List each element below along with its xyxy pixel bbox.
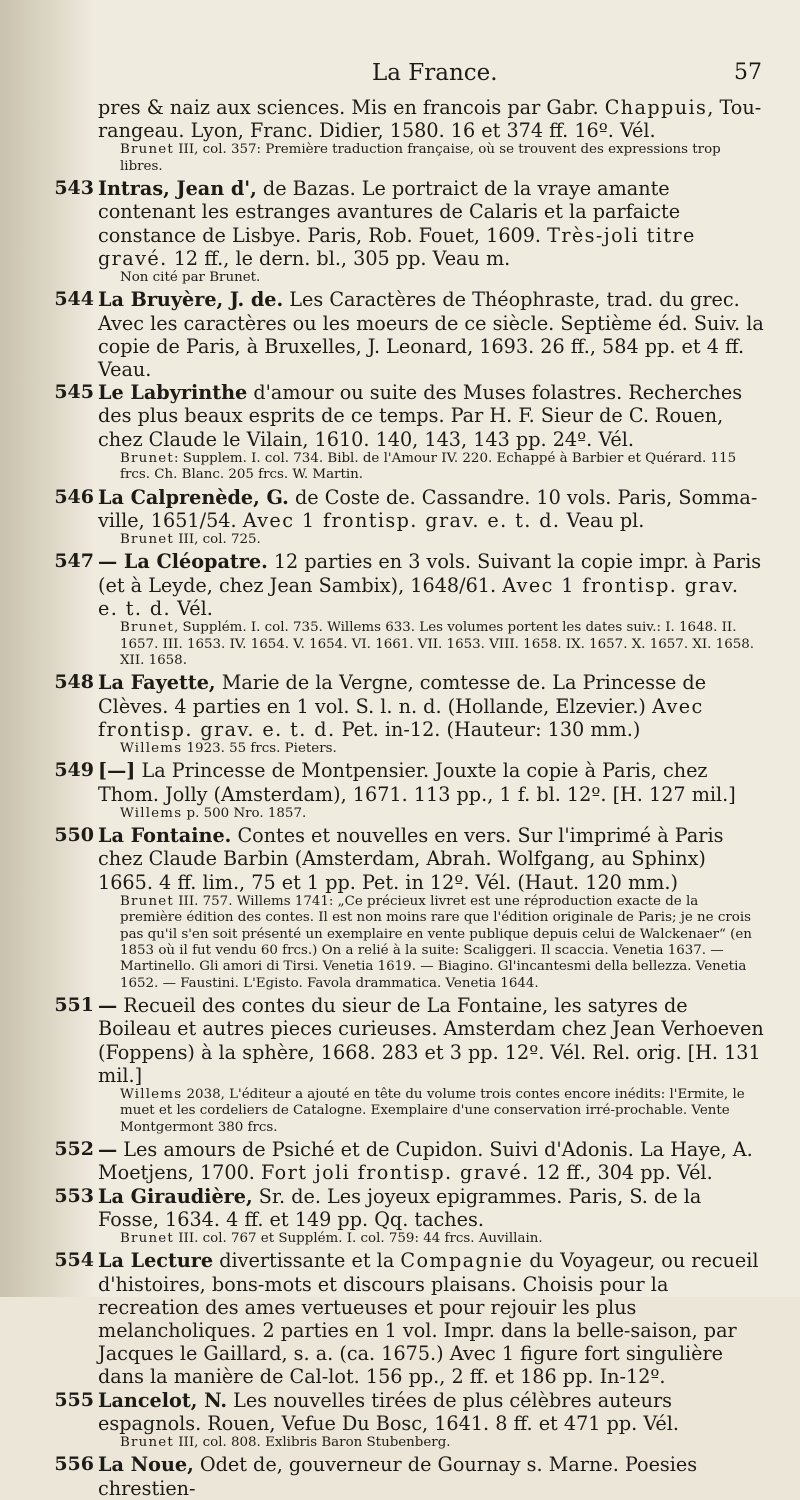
entry-description: Lancelot, N. Les nouvelles tirées de plus célèbres auteurs espagnols. Rouen, Vefue Du Bosc, 1641. 8 ff. et 471 pp. Vél. xyxy=(98,1388,680,1435)
entry-description: La Noue, Odet de, gouverneur de Gournay s. Marne. Poesies chrestien- xyxy=(98,1453,698,1500)
entry-note: Brunet III, col. 357: Première traduction française, où se trouvent des expressions trop libres. xyxy=(120,142,721,174)
catalogue-entry xyxy=(34,486,764,549)
entry-note: Brunet, Supplém. I. col. 735. Willems 633. Les volumes portent les dates suiv.: I. 1648. II. 1657. III. 1653. IV. 1654. V. 1654. VI. 1661. VII. 1653. VIII. 1658. IX. 1657. X. 1657. XI. 1658. XII. 1658. xyxy=(120,620,755,668)
entry-description: La Calprenède, G. de Coste de. Cassandre. 10 vols. Paris, Somma-ville, 1651/54. Avec 1 frontisp. grav. e. t. d. Veau pl. xyxy=(98,485,758,532)
entry-note: Willems 2038, L'éditeur a ajouté en tête du volume trois contes encore inédits: l'Ermite, le muet et les cordeliers de Catalogne. Exemplaire d'une conservation irré-prochable. Vente Montgermont 380 frcs. xyxy=(120,1087,745,1135)
entry-note: Brunet: Supplem. I. col. 734. Bibl. de l'Amour IV. 220. Echappé à Barbier et Quérard. 115 frcs. Ch. Blanc. 205 frcs. W. Martin. xyxy=(120,450,737,483)
entry-number: 544 xyxy=(54,288,94,311)
catalogue-entry xyxy=(34,824,764,992)
entry-number: 550 xyxy=(54,824,94,847)
continued-entry xyxy=(34,96,764,175)
catalogue-entry xyxy=(34,550,764,669)
entry-description: Le Labyrinthe d'amour ou suite des Muses folastres. Recherches des plus beaux esprits de ce temps. Par H. F. Sieur de C. Rouen, chez Claude le Vilain, 1610. 140, 143, 143 pp. 24º. Vél. xyxy=(98,381,743,451)
entry-note: Non cité par Brunet. xyxy=(120,270,261,286)
entry-number: 547 xyxy=(54,550,94,573)
catalogue-entry xyxy=(34,1185,764,1248)
catalogue-entry xyxy=(34,671,764,757)
entry-note: Brunet III, col. 808. Exlibris Baron Stubenberg. xyxy=(120,1435,451,1451)
entry-description: pres & naiz aux sciences. Mis en francois par Gabr. Chappuis, Tou-rangeau. Lyon, Franc. Didier, 1580. 16 et 374 ff. 16º. Vél. xyxy=(98,96,762,143)
entries-list xyxy=(34,177,764,1500)
catalogue-text xyxy=(34,96,764,1500)
running-title: La France. xyxy=(372,60,498,86)
entry-description: — Les amours de Psiché et de Cupidon. Suivi d'Adonis. La Haye, A. Moetjens, 1700. Fort joli frontisp. gravé. 12 ff., 304 pp. Vél. xyxy=(98,1138,753,1185)
catalogue-entry xyxy=(34,177,764,286)
entry-number: 549 xyxy=(54,759,94,782)
catalogue-entry xyxy=(34,994,764,1136)
entry-note: Willems 1923. 55 frcs. Pieters. xyxy=(120,740,337,756)
entry-number: 555 xyxy=(54,1388,94,1411)
page-number: 57 xyxy=(734,60,762,85)
catalogue-entry xyxy=(34,288,764,381)
catalogue-entry xyxy=(34,759,764,822)
entry-note: Brunet III. col. 767 et Supplém. I. col. 759: 44 frcs. Auvillain. xyxy=(120,1231,543,1247)
entry-number: 553 xyxy=(54,1184,94,1207)
entry-number: 556 xyxy=(54,1453,94,1476)
running-head xyxy=(0,60,800,90)
entry-note: Brunet III. 757. Willems 1741: „Ce précieux livret est une réproduction exacte de la première édition des contes. Il est non moins rare que l'édition originale de Paris; je ne crois pas qu'il s'en soit présenté un exemplaire en vente publique depuis celui de Walckenaer“ (en 1853 où il fut vendu 60 frcs.) On a relié à la suite: Scaliggeri. Il scaccia. Venetia 1637. — Martinello. Gli amori di Tirsi. Venetia 1619. — Biagino. Gl'incantesmi della bellezza. Venetia 1652. — Faustini. L'Egisto. Favola drammatica. Venetia 1644. xyxy=(120,893,752,991)
entry-description: — La Cléopatre. 12 parties en 3 vols. Suivant la copie impr. à Paris (et à Leyde, chez Jean Sambix), 1648/61. Avec 1 frontisp. grav. e. t. d. Vél. xyxy=(98,550,762,620)
entry-description: La Bruyère, J. de. Les Caractères de Théophraste, trad. du grec. Avec les caractères ou les moeurs de ce siècle. Septième éd. Suiv. la copie de Paris, à Bruxelles, J. Leonard, 1693. 26 ff., 584 pp. et 4 ff. Veau. xyxy=(98,288,764,382)
entry-description: La Fontaine. Contes et nouvelles en vers. Sur l'imprimé à Paris chez Claude Barbin (Amsterdam, Abrah. Wolfgang, au Sphinx) 1665. 4 ff. lim., 75 et 1 pp. Pet. in 12º. Vél. (Haut. 120 mm.) xyxy=(98,824,724,894)
catalogue-entry xyxy=(34,1249,764,1388)
entry-number: 554 xyxy=(54,1249,94,1272)
entry-number: 551 xyxy=(54,994,94,1017)
entry-number: 552 xyxy=(54,1138,94,1161)
entry-description: La Lecture divertissante et la Compagnie du Voyageur, ou recueil d'histoires, bons-mots et discours plaisans. Choisis pour la recreation des ames vertueuses et pour rejouir les plus melancholiques. 2 parties en 1 vol. Impr. dans la belle-saison, par Jacques le Gaillard, s. a. (ca. 1675.) Avec 1 figure fort singulière dans la manière de Cal-lot. 156 pp., 2 ff. et 186 pp. In-12º. xyxy=(98,1249,759,1389)
catalogue-entry xyxy=(34,1389,764,1452)
entry-number: 546 xyxy=(54,485,94,508)
catalogue-entry xyxy=(34,381,764,483)
entry-description: — Recueil des contes du sieur de La Fontaine, les satyres de Boileau et autres pieces curieuses. Amsterdam chez Jean Verhoeven (Foppens) à la sphère, 1668. 283 et 3 pp. 12º. Vél. Rel. orig. [H. 131 mil.] xyxy=(98,994,764,1087)
entry-note: Willems p. 500 Nro. 1857. xyxy=(120,805,307,821)
entry-description: La Giraudière, Sr. de. Les joyeux epigrammes. Paris, S. de la Fosse, 1634. 4 ff. et 149 pp. Qq. taches. xyxy=(98,1184,702,1231)
entry-description: La Fayette, Marie de la Vergne, comtesse de. La Princesse de Clèves. 4 parties en 1 vol. S. l. n. d. (Hollande, Elzevier.) Avec frontisp. grav. e. t. d. Pet. in-12. (Hauteur: 130 mm.) xyxy=(98,671,707,741)
catalogue-entry xyxy=(34,1138,764,1184)
entry-number: 548 xyxy=(54,671,94,694)
entry-number: 545 xyxy=(54,381,94,404)
entry-number: 543 xyxy=(54,177,94,200)
entry-description: [—] La Princesse de Montpensier. Jouxte la copie à Paris, chez Thom. Jolly (Amsterdam), 1671. 113 pp., 1 f. bl. 12º. [H. 127 mil.] xyxy=(98,759,736,806)
entry-description: Intras, Jean d', de Bazas. Le portraict de la vraye amante contenant les estranges avantures de Calaris et la parfaicte constance de Lisbye. Paris, Rob. Fouet, 1609. Très-joli titre gravé. 12 ff., le dern. bl., 305 pp. Veau m. xyxy=(98,177,696,270)
entry-note: Brunet III, col. 725. xyxy=(120,532,261,548)
catalogue-entry xyxy=(34,1453,764,1499)
